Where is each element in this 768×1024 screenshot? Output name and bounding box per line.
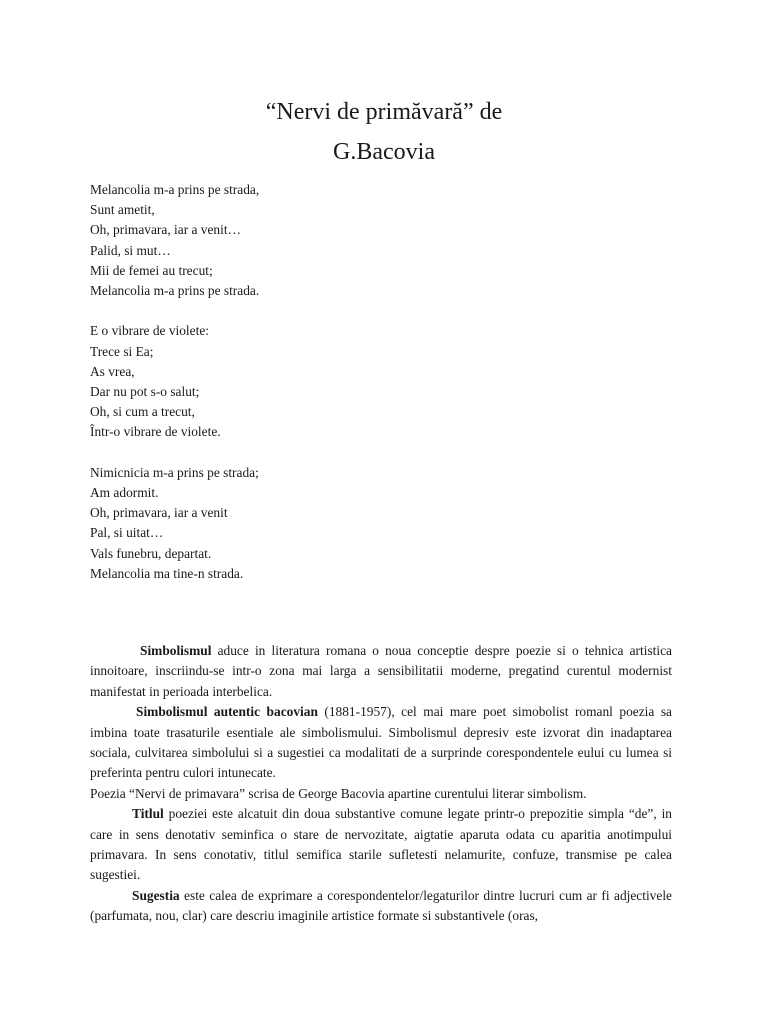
verse: E o vibrare de violete: — [90, 323, 209, 339]
verse: Mii de femei au trecut; — [90, 262, 213, 278]
paragraph-titlul — [90, 804, 672, 886]
verse: Trece si Ea; — [90, 343, 154, 359]
verse: As vrea, — [90, 363, 135, 379]
bold-term: Titlul — [132, 806, 164, 822]
commentary — [90, 641, 672, 927]
paragraph-text: Poezia “Nervi de primavara” scrisa de George Bacovia apartine curentului literar simbolism. — [90, 785, 587, 801]
paragraph-text: este calea de exprimare a corespondentelor/legaturilor dintre lucruri cum ar fi adjectivele (parfumata, nou, clar) care descriu imaginile artistice formate si substantivele (oras, — [90, 887, 672, 924]
verse: Pal, si uitat… — [90, 525, 164, 541]
verse: Melancolia ma tine-n strada. — [90, 565, 244, 581]
verse: Melancolia m-a prins pe strada. — [90, 283, 260, 299]
title-line-2: G.Bacovia — [333, 139, 435, 165]
verse: Oh, primavara, iar a venit — [90, 505, 228, 521]
paragraph-poezia — [90, 784, 672, 804]
bold-term: Sugestia — [132, 887, 180, 903]
verse: Într-o vibrare de violete. — [90, 424, 221, 440]
verse: Melancolia m-a prins pe strada, — [90, 182, 260, 197]
stanza-3 — [90, 463, 690, 584]
paragraph-text: (1881-1957), cel mai mare poet simobolist romanl poezia sa imbina toate trasaturile esentiale ale simbolismului. Simbolismul depresiv este izvorat din inadaptarea sociala, culvitarea simbolului si a sugestiei ca modalitati de a surprinde corespondentele eului cu lumea si preferinta pentru culori intunecate. — [90, 704, 672, 781]
verse: Sunt ametit, — [90, 202, 155, 218]
paragraph-text: poeziei este alcatuit din doua substantive comune legate printr-o prepozitie simpla “de”, in care in sens denotativ seminfica o stare de nervozitate, aigtatie aparuta odata cu aparitia anotimpului primavara. In sens conotativ, titlul semifica starile sufletesti nelamurite, confuze, transmise pe calea sugestiei. — [90, 806, 672, 883]
verse: Oh, si cum a trecut, — [90, 404, 195, 420]
title-block — [0, 92, 768, 172]
verse: Nimicnicia m-a prins pe strada; — [90, 464, 259, 480]
stanza-2 — [90, 321, 690, 442]
paragraph-text: aduce in literatura romana o noua conceptie despre poezie si o tehnica artistica innoitoare, inscriindu-se intr-o zona mai larga a sensibilitatii moderne, pregatind curentul modernist manifestat in perioada interbelica. — [90, 643, 672, 699]
stanza-1 — [90, 180, 690, 301]
paragraph-simbolismul — [90, 641, 672, 702]
bold-term: Simbolismul autentic bacovian — [136, 704, 318, 720]
verse: Palid, si mut… — [90, 242, 171, 258]
verse: Dar nu pot s-o salut; — [90, 384, 200, 400]
paragraph-sugestia — [90, 886, 672, 927]
bold-term: Simbolismul — [140, 643, 212, 658]
verse: Vals funebru, departat. — [90, 545, 212, 561]
paragraph-bacovian — [90, 702, 672, 784]
title-line-1: “Nervi de primăvară” de — [265, 99, 503, 125]
verse: Am adormit. — [90, 485, 159, 501]
poem — [90, 180, 690, 604]
verse: Oh, primavara, iar a venit… — [90, 222, 241, 238]
